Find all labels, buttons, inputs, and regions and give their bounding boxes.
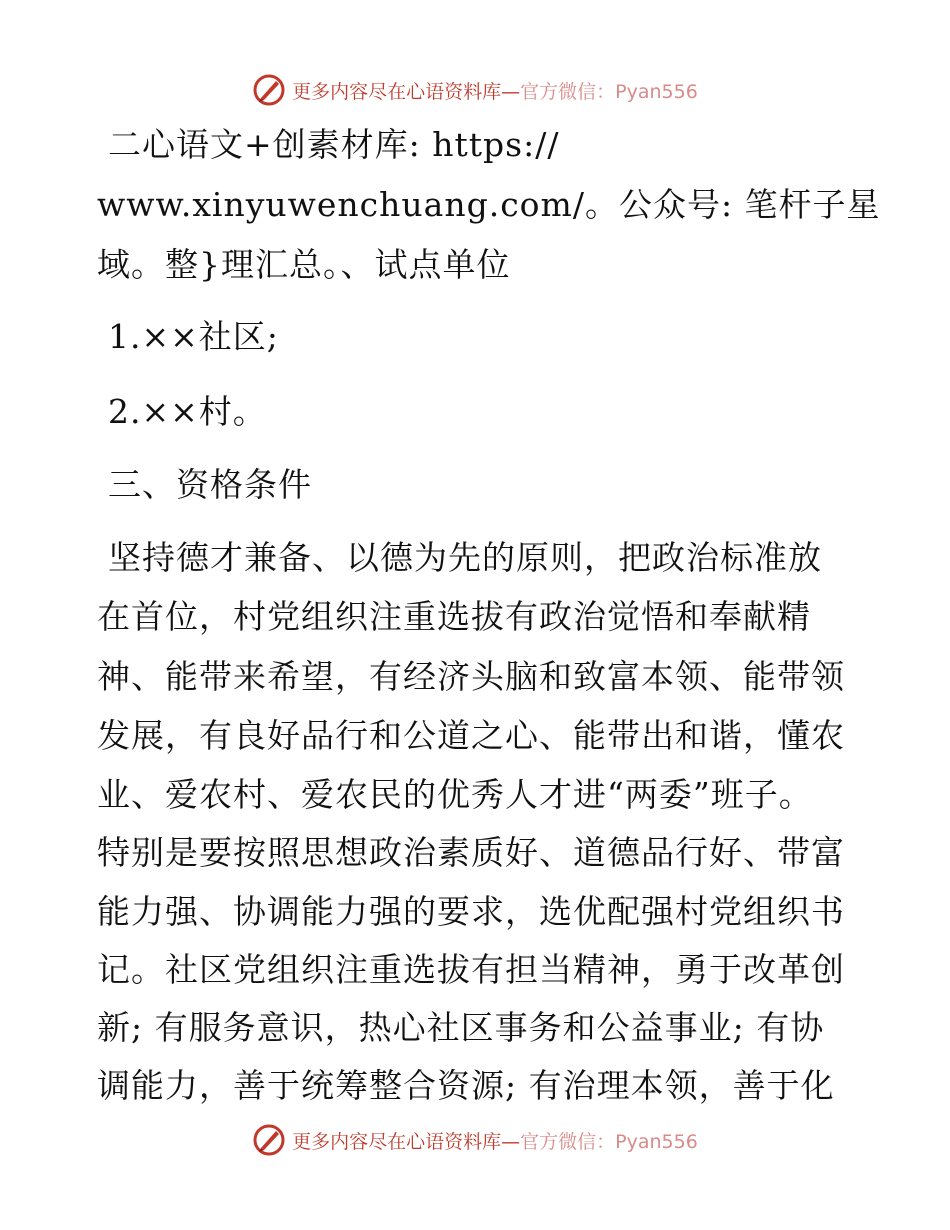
body-line-5: 2.××村。: [108, 392, 267, 431]
header-banner-text: [292, 77, 698, 104]
footer-watermark-banner: [0, 1120, 950, 1160]
body-line-15: 新; 有服务意识，热心社区事务和公益事业; 有协: [97, 1008, 825, 1047]
banner-wechat-text: 官方微信：Pyan556: [520, 80, 698, 103]
pen-logo-icon: [252, 73, 286, 107]
banner-separator: —: [501, 1130, 521, 1153]
footer-banner-text: [292, 1127, 698, 1154]
pen-logo-icon: [252, 1123, 286, 1157]
body-line-3: 域。整}理汇总。、试点单位: [97, 245, 511, 284]
body-line-8: 在首位，村党组织注重选拔有政治觉悟和奉献精: [97, 597, 811, 636]
body-line-7: 坚持德才兼备、以德为先的原则，把政治标准放: [108, 538, 822, 577]
body-line-13: 能力强、协调能力强的要求，选优配强村党组织书: [97, 892, 845, 931]
header-watermark-banner: [0, 70, 950, 110]
body-line-2: www.xinyuwenchuang.com/。公众号: 笔杆子星: [97, 185, 881, 224]
body-line-14: 记。社区党组织注重选拔有担当精神，勇于改革创: [97, 950, 845, 989]
body-line-4: 1.××社区;: [108, 317, 279, 356]
body-line-10: 发展，有良好品行和公道之心、能带出和谐，懂农: [97, 716, 845, 755]
banner-main-text: 更多内容尽在心语资料库: [292, 80, 502, 103]
section-heading: 三、资格条件: [108, 465, 312, 504]
body-line-1: 二心语文+创素材库: https://: [108, 125, 560, 164]
banner-main-text: 更多内容尽在心语资料库: [292, 1130, 502, 1153]
body-line-9: 神、能带来希望，有经济头脑和致富本领、能带领: [97, 657, 845, 696]
body-line-11: 业、爱农村、爱农民的优秀人才进“两委”班子。: [97, 775, 813, 814]
banner-separator: —: [501, 80, 521, 103]
body-line-16: 调能力，善于统筹整合资源; 有治理本领，善于化: [97, 1066, 835, 1105]
banner-wechat-text: 官方微信：Pyan556: [520, 1130, 698, 1153]
body-line-12: 特别是要按照思想政治素质好、道德品行好、带富: [97, 833, 845, 872]
